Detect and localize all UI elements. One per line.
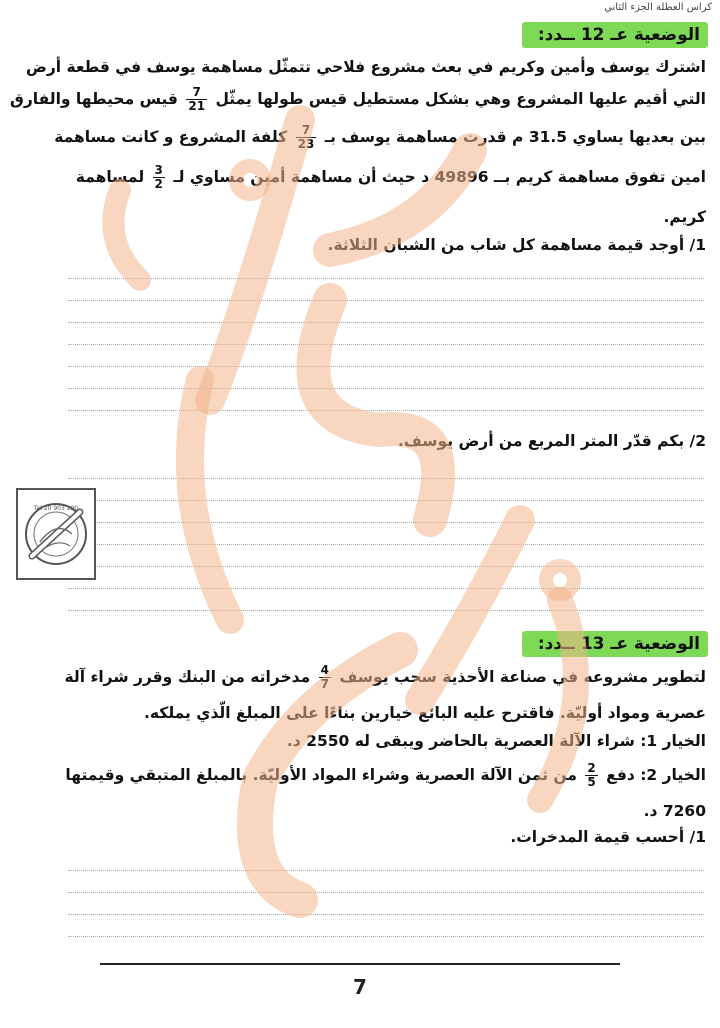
fraction-3-2: $\frac{3}{2}$ — [154, 163, 163, 191]
s13-line-1 — [65, 664, 706, 691]
badge-number: 12 — [580, 25, 605, 45]
svg-text:Tel 20 903 190: Tel 20 903 190 — [33, 505, 79, 512]
s13-line-1-a: لتطوير مشروعه في صناعة الأحذية سحب يوسف — [339, 668, 706, 686]
s13-question-1: 1/ أحسب قيمة المدخرات. — [510, 828, 706, 846]
answer-line — [68, 478, 704, 479]
answer-line — [68, 278, 704, 279]
s12-line-4-a: امين تفوق مساهمة كريم بــ 49896 د حيث أن مساهمة أمين مساوي لـ — [173, 168, 706, 186]
answer-line — [68, 366, 704, 367]
answer-line — [68, 892, 704, 893]
s12-line-3 — [54, 124, 706, 151]
answer-line — [68, 388, 704, 389]
badge-number: 13 — [580, 634, 605, 654]
answer-line — [68, 300, 704, 301]
answer-line — [68, 500, 704, 501]
s12-line-4 — [76, 164, 706, 191]
badge-prefix: الوضعية عـ — [610, 25, 700, 45]
s12-line-5: كريم. — [663, 208, 706, 226]
fraction-4-7: $\frac{4}{7}$ — [320, 663, 329, 691]
s13-line-3: الخيار 1: شراء الآلة العصرية بالحاضر ويبقى له 2550 د. — [286, 732, 706, 750]
situation-13-badge — [522, 631, 708, 657]
answer-line — [68, 544, 704, 545]
s12-line-3-b: كلفة المشروع و كانت مساهمة — [54, 128, 288, 146]
answer-line — [68, 936, 704, 937]
s12-question-1: 1/ أوجد قيمة مساهمة كل شاب من الشبان الثلاثة. — [327, 236, 706, 254]
s12-line-1: اشترك يوسف وأمين وكريم في بعث مشروع فلاحي تتمثّل مساهمة يوسف في قطعة أرض — [25, 58, 706, 76]
answer-line — [68, 588, 704, 589]
stamp — [16, 488, 96, 580]
s13-line-5: 7260 د. — [643, 802, 706, 820]
s13-line-1-b: مدخراته من البنك وقرر شراء آلة — [64, 668, 311, 686]
answer-line — [68, 410, 704, 411]
fraction-2-5: $\frac{2}{5}$ — [587, 761, 596, 789]
s12-question-2: 2/ بكم قدّر المتر المربع من أرض يوسف. — [397, 432, 706, 450]
answer-line — [68, 914, 704, 915]
s13-line-4-a: الخيار 2: دفع — [606, 766, 706, 784]
s12-line-3-a: بين بعديها يساوي 31.5 م قدرت مساهمة يوسف بـ — [324, 128, 706, 146]
answer-line — [68, 610, 704, 611]
s12-line-2-b: قيس محيطها والفارق — [10, 90, 178, 108]
stamp-seal-icon — [18, 490, 94, 578]
situation-12-badge — [522, 22, 708, 48]
header-note: كراس العطلة الجزء الثاني — [604, 2, 712, 13]
fraction-7-23: $\frac{7}{23}$ — [297, 123, 315, 151]
answer-line — [68, 322, 704, 323]
answer-line — [68, 344, 704, 345]
s13-line-4 — [65, 762, 706, 789]
s13-line-2: عصرية ومواد أوليّة. فاقترح عليه البائع خيارين بناءًا على المبلغ الّذي يملكه. — [144, 704, 706, 722]
badge-prefix: الوضعية عـ — [610, 634, 700, 654]
fraction-7-21: $\frac{7}{21}$ — [188, 85, 206, 113]
answer-line — [68, 870, 704, 871]
s12-line-4-b: لمساهمة — [75, 168, 145, 186]
badge-suffix: ــدد: — [537, 25, 575, 45]
page-number: 7 — [353, 975, 367, 999]
answer-line — [68, 566, 704, 567]
s12-line-2-a: التي أقيم عليها المشروع وهي بشكل مستطيل قيس طولها يمثّل — [215, 90, 706, 108]
answer-line — [68, 522, 704, 523]
footer-line — [100, 963, 620, 965]
badge-suffix: ــدد: — [537, 634, 575, 654]
s13-line-4-b: من ثمن الآلة العصرية وشراء المواد الأوليّة. بالمبلغ المتبقي وقيمتها — [65, 766, 577, 784]
s12-line-2 — [10, 86, 706, 113]
